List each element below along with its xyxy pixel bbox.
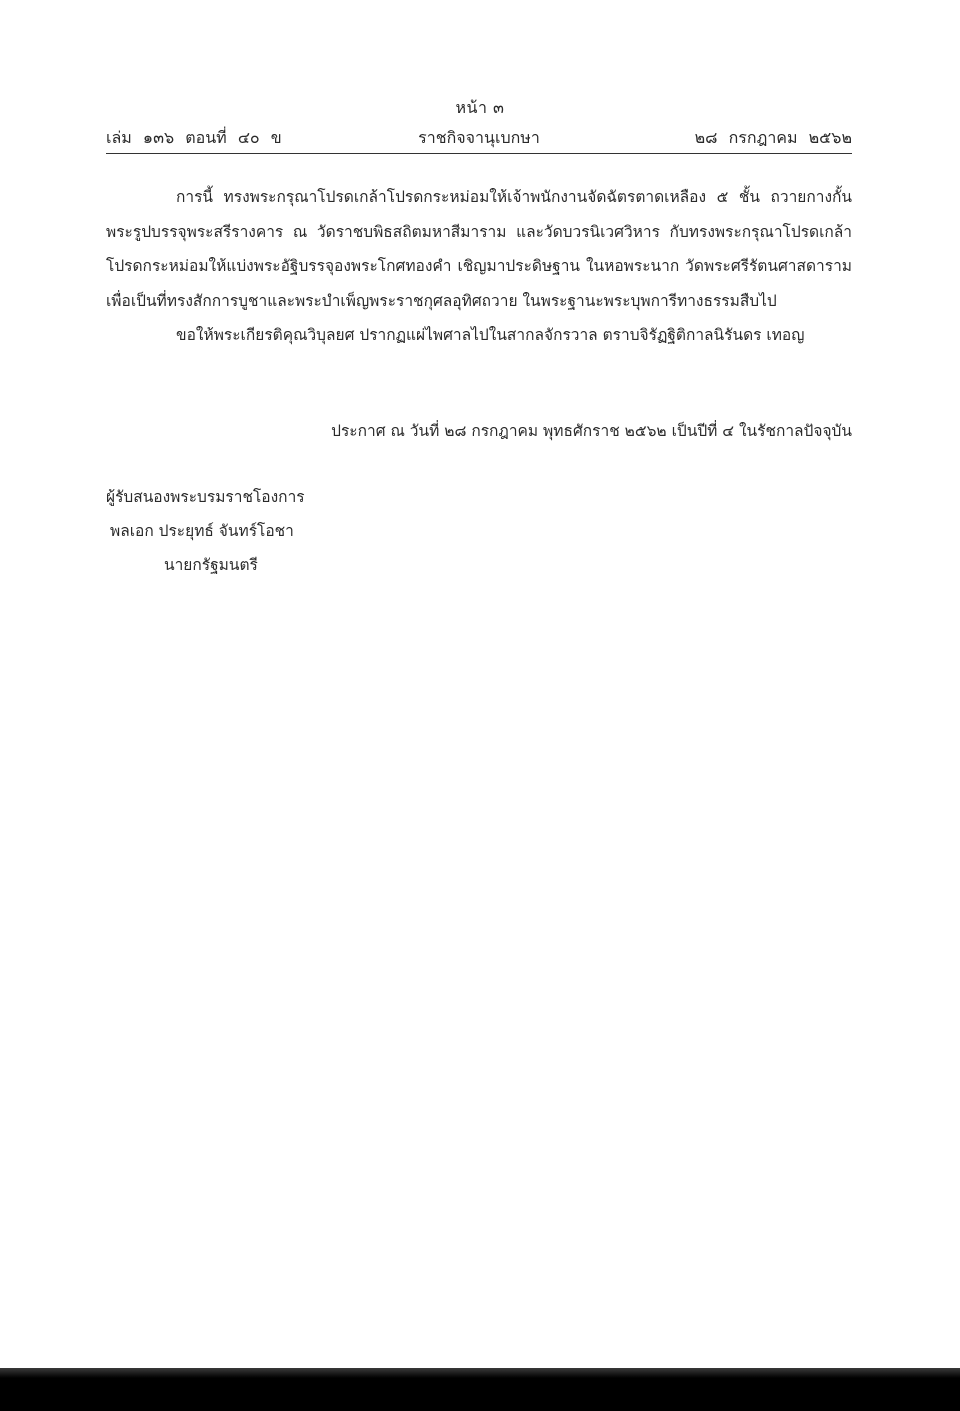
body-paragraph: การนี้ ทรงพระกรุณาโปรดเกล้าโปรดกระหม่อมให้เจ้าพนักงานจัดฉัตรตาดเหลือง ๕ ชั้น ถวายกางกั้นพระรูปบรรจุพระสรีรางคาร ณ วัดราชบพิธสถิตมหาสีมาราม และวัดบวรนิเวศวิหาร กับทรงพระกรุณาโปรดเกล้าโปรดกระหม่อมให้แบ่งพระอัฐิบรรจุองพระโกศทองคำ เชิญมาประดิษฐาน ในหอพระนาก วัดพระศรีรัตนศาสดาราม เพื่อเป็นที่ทรงสักการบูชาและพระบำเพ็ญพระราชกุศลอุทิศถวาย ในพระฐานะพระบุพการีทางธรรมสืบไป xyxy=(106,188,852,310)
page-header xyxy=(106,124,852,150)
volume-issue: เล่ม ๑๓๖ ตอนที่ ๔๐ ข xyxy=(106,128,282,147)
page-number: หน้า ๓ xyxy=(455,98,505,117)
proclamation-line: ประกาศ ณ วันที่ ๒๘ กรกฎาคม พุทธศักราช ๒๕๖๒ เป็นปีที่ ๔ ในรัชกาลปัจจุบัน xyxy=(331,422,852,440)
body-paragraph: ขอให้พระเกียรติคุณวิบุลยศ ปรากฏแผ่ไพศาลไปในสากลจักรวาล ตราบจิรัฏฐิติกาลนิรันดร เทอญ xyxy=(176,326,805,345)
bottom-bar xyxy=(0,1368,960,1411)
signatory-name: พลเอก ประยุทธ์ จันทร์โอชา xyxy=(110,522,294,540)
publication-title: ราชกิจจานุเบกษา xyxy=(418,128,540,147)
document-body xyxy=(106,180,852,353)
signature-block xyxy=(106,480,305,582)
countersign-title: ผู้รับสนองพระบรมราชโองการ xyxy=(106,488,305,506)
publication-date: ๒๘ กรกฎาคม ๒๕๖๒ xyxy=(694,128,852,147)
bottom-bar-edge xyxy=(0,1368,960,1378)
signatory-position: นายกรัฐมนตรี xyxy=(164,556,258,574)
header-divider xyxy=(106,153,852,154)
